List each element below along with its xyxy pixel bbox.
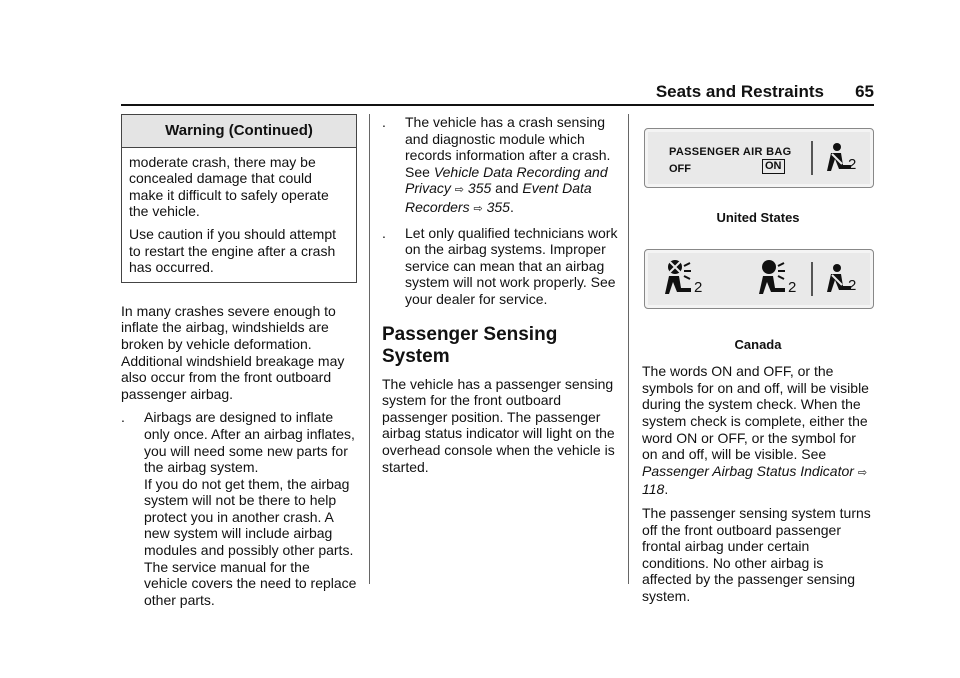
- punctuation: .: [664, 481, 669, 498]
- warning-title: Warning (Continued): [122, 115, 356, 148]
- page-arrow-icon: ⇨: [473, 202, 483, 215]
- panel-off-label: OFF: [669, 163, 691, 175]
- airbag-seatbelt-icon: [823, 141, 865, 177]
- panel-label: PASSENGER AIR BAG: [669, 146, 792, 158]
- page-header: [121, 82, 874, 106]
- and-label: and: [491, 180, 523, 197]
- us-indicator-panel: [644, 128, 874, 188]
- cross-reference-link[interactable]: Event Data Recorders: [405, 180, 592, 215]
- cross-reference-link[interactable]: Passenger Airbag Status Indicator: [642, 462, 854, 479]
- column-2: [382, 114, 618, 482]
- bullet-text: If you do not get them, the airbag system will not be there to help protect you in another crash. A new system will include airbag modules and possibly other parts. The service manual for the vehicle covers the need to replace other parts.: [144, 475, 357, 608]
- warning-body: [122, 148, 356, 282]
- header-title: Seats and Restraints: [655, 82, 824, 101]
- panel-digit: 2: [848, 276, 857, 294]
- panel-digit: 2: [848, 156, 857, 173]
- body-paragraph: [642, 363, 874, 498]
- warning-paragraph: moderate crash, there may be concealed damage that could make it difficult to safely operate the vehicle.: [129, 153, 329, 220]
- panel-digit: 2: [788, 278, 797, 296]
- column-divider: [628, 114, 629, 584]
- bullet-marker: .: [382, 224, 386, 241]
- punctuation: .: [509, 198, 514, 215]
- page-arrow-icon: ⇨: [454, 184, 465, 197]
- figure-caption: United States: [716, 210, 800, 225]
- see-label: See: [405, 163, 434, 180]
- bullet-text: Let only qualified technicians work on the airbag systems. Improper service can mean that an airbag system will not work properly. See your dealer for service.: [405, 224, 618, 307]
- body-paragraph: The passenger sensing system turns off the front outboard passenger frontal airbag under certain conditions. No other airbag is affected by the passenger sensing system.: [642, 504, 871, 604]
- page-reference[interactable]: 118: [642, 481, 665, 498]
- bullet-text: Airbags are designed to inflate only once. After an airbag inflates, you will need some new parts for the airbag system.: [144, 409, 355, 476]
- warning-box: [121, 114, 357, 283]
- bullet-item: [382, 225, 618, 308]
- panel-divider: [811, 141, 813, 175]
- page-reference[interactable]: 355: [486, 198, 510, 215]
- warning-paragraph: Use caution if you should attempt to restart the engine after a crash has occurred.: [129, 225, 337, 276]
- panel-divider: [811, 262, 813, 296]
- bullet-item: [382, 114, 618, 218]
- airbag-seatbelt-icon: [823, 262, 865, 298]
- panel-digit: 2: [694, 278, 703, 296]
- paragraph-text: The words ON and OFF, or the symbols for on and off, will be visible during the system check. When the system check is complete, either the word ON or OFF, or the symbol for on and off, will be visible. See: [642, 363, 869, 463]
- canada-indicator-panel: [644, 249, 874, 309]
- page-arrow-icon: ⇨: [857, 466, 868, 479]
- bullet-text: The vehicle has a crash sensing and diagnostic module which records information after a crash.: [405, 114, 611, 164]
- body-paragraph: In many crashes severe enough to inflate the airbag, windshields are broken by vehicle deformation. Additional windshield breakage may also occur from the front outboard passenger airbag.: [121, 302, 345, 402]
- panel-on-label: ON: [762, 159, 785, 174]
- column-divider: [369, 114, 370, 584]
- column-3: [642, 114, 874, 612]
- cross-reference-link[interactable]: Vehicle Data Recording and Privacy: [405, 163, 608, 197]
- bullet-item: [121, 409, 357, 608]
- column-1: [121, 114, 357, 615]
- page-reference[interactable]: 355: [467, 180, 492, 197]
- figure-caption: Canada: [734, 336, 782, 352]
- body-paragraph: The vehicle has a passenger sensing system for the front outboard passenger position. The passenger airbag status indicator will light on the overhead console when the vehicle is started.: [382, 375, 615, 475]
- bullet-marker: .: [382, 114, 386, 130]
- section-title: Passenger Sensing System: [382, 323, 558, 367]
- bullet-marker: .: [121, 409, 125, 426]
- page-number: 65: [855, 82, 874, 101]
